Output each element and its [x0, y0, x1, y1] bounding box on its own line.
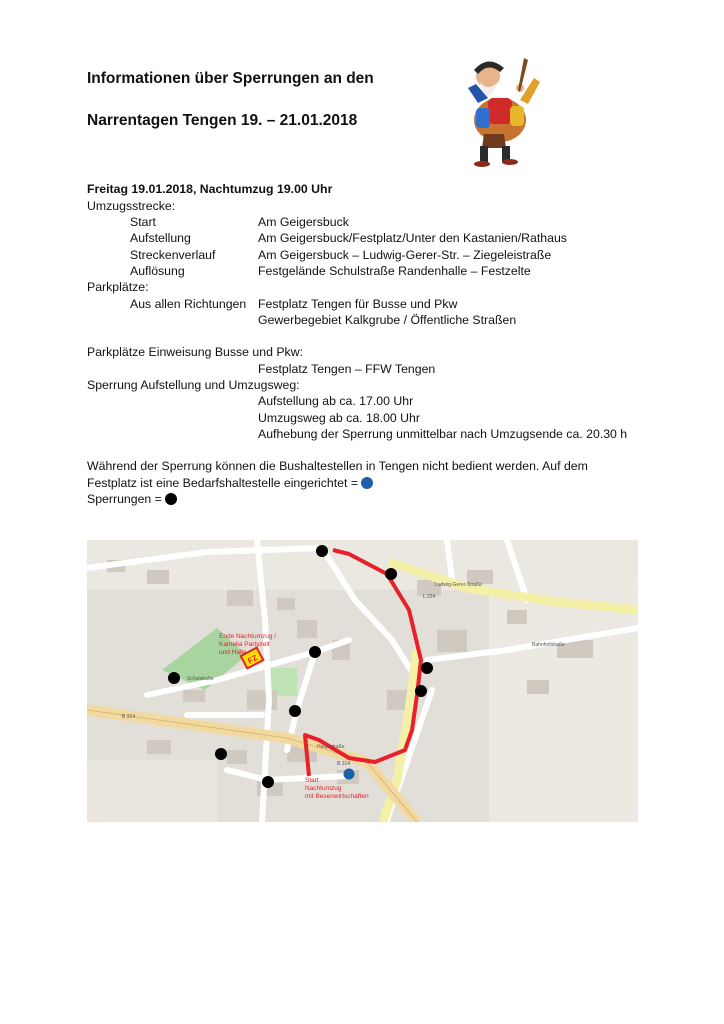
narr-mascot-image [448, 48, 548, 168]
route-label-aufloesung: Auflösung [130, 264, 185, 278]
notice-line2-text: Festplatz ist eine Bedarfshaltestelle eingerichtet = [87, 476, 359, 490]
closure-point [168, 672, 180, 684]
end-label-2: Kamelia Partyzelt [219, 641, 270, 648]
closure-value-3: Aufhebung der Sperrung unmittelbar nach Umzugsende ca. 20.30 h [258, 427, 628, 441]
bus-stop-legend-icon [361, 477, 373, 489]
end-label-3: und Halle [219, 649, 247, 656]
closure-point [316, 545, 328, 557]
page-title-line2: Narrentagen Tengen 19. – 21.01.2018 [87, 112, 358, 129]
closure-point [309, 646, 321, 658]
closure-legend-icon [165, 493, 177, 505]
road-label-b314-west: B 314 [122, 714, 136, 720]
guidance-value: Festplatz Tengen – FFW Tengen [258, 362, 436, 376]
route-map [87, 540, 638, 822]
notice-line2 [87, 475, 373, 491]
closure-point [385, 568, 397, 580]
route-value-streckenverlauf: Am Geigersbuck – Ludwig-Gerer-Str. – Ziegeleistraße [258, 248, 552, 262]
start-label-1: Start [305, 777, 319, 784]
route-value-aufloesung: Festgelände Schulstraße Randenhalle – Festzelte [258, 264, 531, 278]
closure-point [289, 705, 301, 717]
closures-legend [87, 491, 177, 507]
route-label: Umzugsstrecke: [87, 199, 176, 213]
event-heading: Freitag 19.01.2018, Nachtumzug 19.00 Uhr [87, 182, 333, 196]
notice-line1: Während der Sperrung können die Bushaltestellen in Tengen nicht bedient werden. Auf dem [87, 459, 588, 473]
parking-label: Parkplätze: [87, 280, 149, 294]
parking-value-2: Gewerbegebiet Kalkgrube / Öffentliche Straßen [258, 313, 517, 327]
closures-legend-text: Sperrungen = [87, 492, 162, 506]
road-label-hauptstrasse: Hauptstraße [317, 744, 345, 750]
road-label-bahnhofstrasse: Bahnhofstraße [532, 642, 565, 648]
route-label-streckenverlauf: Streckenverlauf [130, 248, 216, 262]
closure-value-2: Umzugsweg ab ca. 18.00 Uhr [258, 411, 420, 425]
guidance-label: Parkplätze Einweisung Busse und Pkw: [87, 345, 303, 359]
end-label-1: Ende Nachtumzug / [219, 633, 277, 640]
road-label-schulstrasse: Schulstraße [187, 676, 214, 682]
start-label-3: mit Besenwirtschaften [305, 793, 369, 800]
road-label-l224: L 224 [423, 594, 436, 600]
closure-point [262, 776, 274, 788]
route-value-start: Am Geigersbuck [258, 215, 349, 229]
parking-value-1: Festplatz Tengen für Busse und Pkw [258, 297, 458, 311]
bus-stop-point [344, 769, 355, 780]
closure-label: Sperrung Aufstellung und Umzugsweg: [87, 378, 300, 392]
closure-value-1: Aufstellung ab ca. 17.00 Uhr [258, 394, 414, 408]
closure-point [421, 662, 433, 674]
closure-point [215, 748, 227, 760]
road-label-b314-east: B 314 [337, 761, 351, 767]
route-label-aufstellung: Aufstellung [130, 231, 191, 245]
fz-label: FZ [246, 653, 260, 666]
road-label-ludwig-gerer: Ludwig-Gerer-Straße [435, 582, 482, 588]
route-label-start: Start [130, 215, 156, 229]
start-label-2: Nachtumzug [305, 785, 342, 792]
route-value-aufstellung: Am Geigersbuck/Festplatz/Unter den Kastanien/Rathaus [258, 231, 567, 245]
parking-from-label: Aus allen Richtungen [130, 297, 247, 311]
page-title-line1: Informationen über Sperrungen an den [87, 70, 374, 87]
closure-point [415, 685, 427, 697]
